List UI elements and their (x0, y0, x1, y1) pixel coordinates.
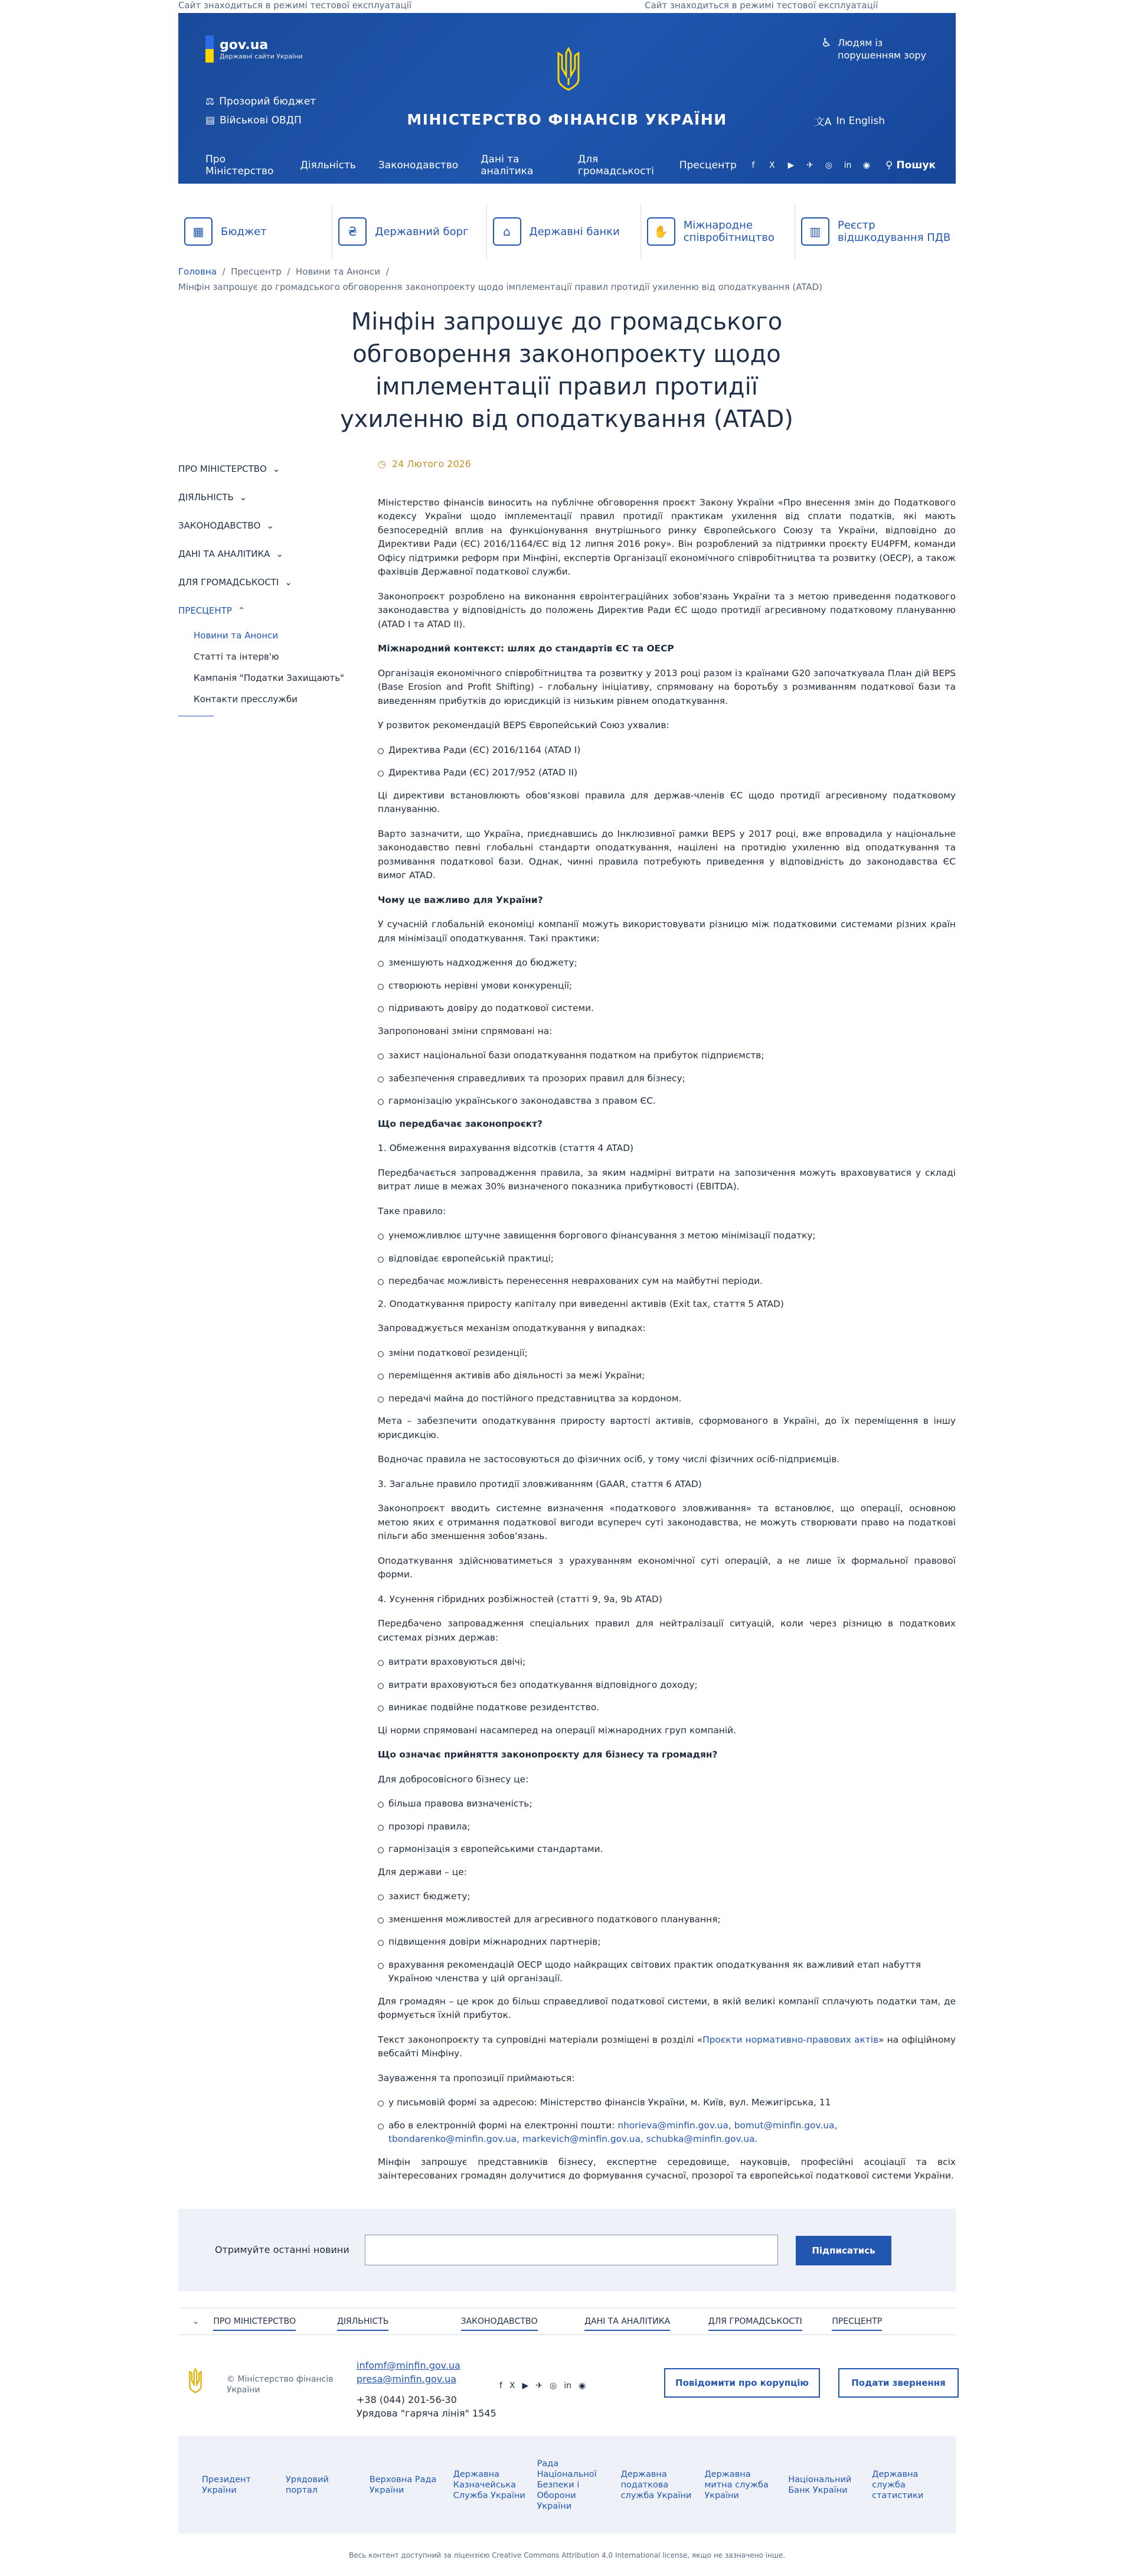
breadcrumb-press[interactable]: Пресцентр (231, 266, 282, 277)
footer-nav (178, 2308, 956, 2335)
paragraph: У розвиток рекомендацій BEPS Європейський Союз ухвалив: (378, 720, 669, 731)
telegram-icon[interactable]: ✈ (535, 2381, 543, 2391)
list-item: Директива Ради (ЄС) 2017/952 (ATAD II) (378, 766, 956, 780)
telegram-icon[interactable]: ✈ (806, 161, 813, 170)
search-button[interactable] (885, 159, 936, 171)
youtube-icon[interactable]: ▶ (787, 161, 795, 170)
list-item: переміщення активів або діяльності за межі України; (378, 1369, 956, 1383)
list-item: захист бюджету; (378, 1890, 956, 1904)
subscribe-section (178, 2209, 956, 2291)
list-item: підривають довіру до податкової системи. (378, 1002, 956, 1016)
x-icon[interactable]: X (769, 161, 775, 170)
paragraph: 2. Оподаткування приросту капіталу при виведенні активів (Exit tax, стаття 5 ATAD) (378, 1298, 784, 1309)
footer-hotline: Урядова "гаряча лінія" 1545 (357, 2408, 496, 2419)
footer-nav-label: ЗАКОНОДАВСТВО (461, 2317, 538, 2331)
paragraph: Для громадян – це крок до більш справедливої податкової системи, в якій великі компанії сплачують податки там, де формується їхній прибуток. (378, 1995, 956, 2020)
article (378, 457, 956, 2239)
main-nav (205, 154, 936, 177)
breadcrumb-news[interactable]: Новини та Анонси (296, 266, 381, 277)
list-item: гармонізацію українського законодавства з правом ЄС. (378, 1094, 956, 1108)
paragraph: Запроваджується механізм оподаткування у випадках: (378, 1323, 646, 1333)
facebook-icon[interactable]: f (751, 161, 755, 170)
list (378, 1797, 956, 1857)
sidebar-item-legislation[interactable] (178, 511, 367, 540)
nav-legislation[interactable]: Законодавство (378, 159, 459, 171)
quick-link-debt[interactable] (332, 204, 486, 259)
breadcrumb-home[interactable]: Головна (178, 266, 217, 277)
list-item: гармонізація з європейськими стандартами. (378, 1843, 956, 1857)
bonds-icon: ▤ (205, 115, 215, 126)
footer-phone: +38 (044) 201-56-30 (357, 2394, 457, 2405)
breadcrumb-current: Мінфін запрошує до громадського обговорення законопроекту щодо імплементації правил протидії ухиленню від оподаткування (ATAD) (178, 282, 823, 292)
paragraph: Для держави – це: (378, 1866, 467, 1877)
facebook-icon[interactable]: f (499, 2381, 502, 2391)
list (378, 2096, 956, 2147)
quick-link-label: Державний борг (375, 225, 469, 238)
list-item: забезпечення справедливих та прозорих правил для бізнесу; (378, 1072, 956, 1086)
nav-press[interactable]: Пресцентр (679, 159, 737, 171)
nav-activity[interactable]: Діяльність (300, 159, 356, 171)
paragraph: Організація економічного співробітництва та розвитку у 2013 році разом із країнами G20 започаткувала План дій BEPS (Base Erosion and Profit Shifting) – глобальну ініціативу, спрямовану на боротьбу з розмиванням податкової бази та виведенням прибутків до юрисдикцій із низьким рівнем оподаткування. (378, 667, 956, 706)
list-item: зменшення можливостей для агресивного податкового планування; (378, 1913, 956, 1927)
chevron-up-icon: ⌃ (237, 605, 246, 616)
instagram-icon[interactable]: ◎ (550, 2381, 557, 2391)
paragraph: Міністерство фінансів виносить на публічне обговорення проєкт Закону України «Про внесення змін до Податкового кодексу України щодо імплементації правил протидії практикам ухилення від сплати податків, які мають безпосередній вплив на функціонування внутрішнього ринку Європейського Союзу та України, відповідно до Директиви Ради (ЄС) 2016/1164/ЄС від 12 липня 2016 року». Він розроблений за підтримки проєкту EU4PFM, команди Офісу підтримки реформ при Мінфіні, експертів Організації економічного співробітництва та розвитку (ОЕСР), а також фахівців Державної податкової служби. (378, 497, 956, 577)
paragraph: Для добросовісного бізнесу це: (378, 1773, 529, 1785)
header-socials (747, 159, 872, 171)
search-icon: ⚲ (885, 159, 893, 171)
sidebar-item-label: ЗАКОНОДАВСТВО (178, 520, 261, 531)
footer-nav-public[interactable] (708, 2317, 832, 2326)
subscribe-email-input[interactable] (365, 2235, 778, 2265)
paragraph: Ці директиви встановлюють обов'язкові правила для держав-членів ЄС щодо протидії агресивному податковому плануванню. (378, 790, 956, 814)
english-link[interactable] (815, 113, 885, 128)
list (378, 1049, 956, 1108)
footer-nav-data[interactable] (584, 2317, 708, 2326)
gov-title: gov.ua (220, 38, 269, 53)
registry-icon: ▥ (801, 217, 829, 246)
partner-link[interactable]: Державна митна служба України (704, 2469, 769, 2500)
quick-links (178, 204, 956, 259)
transparent-budget-label: Прозорий бюджет (219, 96, 316, 107)
footer-nav-label: ПРО МІНІСТЕРСТВО (213, 2317, 296, 2331)
date-label: 24 Лютого 2026 (391, 458, 472, 469)
sidebar-item-about[interactable] (178, 455, 367, 483)
list-item: підвищення довіри міжнародних партнерів; (378, 1935, 956, 1949)
paragraph: Передбачається запровадження правила, за яким надмірні витрати на запозичення можуть враховуватися у складі витрат лише в межах 30% визначеного показника прибутковості (EBITDA). (378, 1167, 956, 1192)
site-header (178, 13, 956, 184)
paragraph: Мета – забезпечити оподаткування приросту вартості активів, сформованого в Україні, до їх переміщення в іншу юрисдикцію. (378, 1416, 956, 1440)
list-item: Директива Ради (ЄС) 2016/1164 (ATAD I) (378, 744, 956, 758)
paragraph: Ці норми спрямовані насамперед на операції міжнародних груп компаній. (378, 1724, 737, 1736)
partner-link[interactable]: Рада Національної Безпеки і Оборони України (537, 2458, 597, 2511)
quick-link-budget[interactable] (178, 204, 332, 259)
x-icon[interactable]: X (509, 2381, 515, 2391)
paragraph: Оподаткування здійснюватиметься з урахуванням економічної суті операцій, а не лише їх формальної правової форми. (378, 1555, 956, 1580)
sidebar (178, 455, 367, 716)
trident-icon (188, 2368, 203, 2394)
partner-link[interactable]: Урядовий портал (285, 2474, 329, 2495)
paragraph: Водночас правила не застосовуються до фізичних осіб, у тому числі фізичних осіб-підприємців. (378, 1454, 840, 1465)
sidebar-item-public[interactable] (178, 568, 367, 596)
sidebar-submenu (178, 625, 367, 710)
list-item (378, 2119, 956, 2147)
paragraph: Варто зазначити, що Україна, приєднавшись до Інклюзивної рамки BEPS у 2017 році, вже впровадила у національне законодавство певні глобальні стандарти оподаткування, націлені на протидію ухиленню від оподаткування та розмивання податкової бази. Однак, чинні правила потребують приведення у відповідність до законодавства ЄС вимог ATAD. (378, 828, 956, 881)
subscribe-button[interactable]: Підписатись (796, 2236, 891, 2265)
list-item: витрати враховуються без оподаткування відповідного доходу; (378, 1678, 956, 1693)
chevron-down-icon: ⌄ (266, 520, 274, 531)
paragraph (378, 2033, 956, 2061)
paragraph: 3. Загальне правило протидії зловживанням (GAAR, стаття 6 ATAD) (378, 1478, 702, 1489)
footer-contacts (357, 2359, 496, 2420)
budget-icon: ▦ (184, 217, 213, 246)
page-title: Мінфін запрошує до громадського обговорення законопроекту щодо імплементації правил протидії ухиленню від оподаткування (ATAD) (340, 308, 793, 433)
list-item: зменшують надходження до бюджету; (378, 956, 956, 970)
nav-data[interactable]: Дані та аналітика (481, 154, 534, 177)
handshake-icon: ✋ (647, 217, 675, 246)
list-item: врахування рекомендацій ОЕСР щодо найкращих світових практик оподаткування як важливий етап набуття Україною членства у цій організації. (378, 1958, 956, 1986)
search-label: Пошук (896, 159, 936, 171)
trident-icon (555, 47, 582, 92)
text-fragment: або в електронній формі на електронні пошти: (388, 2120, 615, 2131)
breadcrumb: Головна / Пресцентр / Новини та Анонси / Мінфін запрошує до громадського обговорення законопроекту щодо імплементації правил протидії ухиленню від оподаткування (ATAD) (178, 266, 823, 292)
list-item: виникає подвійне податкове резидентство. (378, 1701, 956, 1715)
sidebar-item-label: ПРО МІНІСТЕРСТВО (178, 464, 267, 474)
sidebar-sub-articles[interactable]: Статті та інтерв'ю (194, 651, 279, 662)
article-date (378, 457, 956, 471)
chevron-down-icon: ⌄ (285, 577, 292, 588)
sidebar-item-label: ПРЕСЦЕНТР (178, 605, 232, 616)
partner-link[interactable]: Державна Казначейська Служба України (453, 2469, 525, 2500)
list-item: створюють нерівні умови конкуренції; (378, 979, 956, 993)
paragraph: 4. Усунення гібридних розбіжностей (статті 9, 9a, 9b ATAD) (378, 1593, 662, 1605)
footer-nav-press[interactable] (832, 2317, 956, 2326)
footer-socials (499, 2381, 586, 2391)
list-item: у письмовій формі за адресою: Міністерство фінансів України, м. Київ, вул. Межигірська, 11 (378, 2096, 956, 2110)
list (378, 744, 956, 780)
sidebar-sub-news[interactable]: Новини та Анонси (194, 630, 279, 641)
list-item: передбачає можливість перенесення неврахованих сум на майбутні періоди. (378, 1274, 956, 1289)
section-heading: Чому це важливо для України? (378, 894, 543, 905)
sidebar-sub-contacts[interactable]: Контакти пресслужби (194, 694, 298, 705)
footer-nav-label: ПРЕСЦЕНТР (832, 2317, 882, 2331)
viber-icon[interactable]: ◉ (579, 2381, 586, 2391)
list-item: більша правова визначеність; (378, 1797, 956, 1811)
sidebar-item-activity[interactable] (178, 483, 367, 511)
list (378, 1655, 956, 1715)
partner-link[interactable]: Державна податкова служба України (620, 2469, 692, 2500)
chevron-down-icon: ⌄ (272, 464, 280, 474)
ministry-title[interactable]: МІНІСТЕРСТВО ФІНАНСІВ УКРАЇНИ (407, 111, 727, 128)
footer-nav-label: ДІЯЛЬНІСТЬ (337, 2317, 389, 2331)
gov-subtitle: Державні сайти України (220, 53, 303, 60)
text-fragment: » на офіційному вебсайті Мінфіну. (378, 2034, 956, 2059)
section-heading: Що передбачає законопроєкт? (378, 1118, 543, 1129)
list-item: прозорі правила; (378, 1820, 956, 1834)
list (378, 1346, 956, 1406)
list-item: відповідає європейській практиці; (378, 1252, 956, 1266)
paragraph: Мінфін запрошує представників бізнесу, експертне середовище, науковців, професійні асоціації та всіх заінтересованих громадян долучитися до формування сучасної, прозорої та європейської податкової системи України. (378, 2156, 956, 2181)
submit-appeal-button[interactable]: Подати звернення (838, 2368, 959, 2398)
copyright: © Міністерство фінансів України (227, 2375, 334, 2395)
nav-public[interactable]: Для громадськості (577, 154, 655, 177)
quick-link-label: Міжнародне співробітництво (683, 219, 774, 244)
list (378, 1890, 956, 1986)
quick-link-label: Державні банки (529, 225, 620, 238)
text-fragment: Текст законопроєкту та супровідні матеріали розміщені в розділі « (378, 2034, 703, 2045)
footer (178, 2356, 956, 2421)
english-label: In English (836, 115, 885, 127)
nav-about[interactable]: Про Міністерство (205, 154, 274, 177)
transparent-budget-link[interactable] (205, 96, 316, 107)
translate-icon: 文A (814, 116, 832, 128)
list-item: витрати враховуються двічі; (378, 1655, 956, 1669)
list (378, 1229, 956, 1289)
instagram-icon[interactable]: ◎ (825, 161, 833, 170)
footer-nav-activity[interactable] (337, 2317, 461, 2326)
partner-link[interactable]: Верховна Рада України (369, 2474, 437, 2495)
chart-icon: ⚖ (205, 96, 215, 107)
accessibility-icon: ♿ (821, 35, 832, 50)
linkedin-icon[interactable]: in (564, 2381, 572, 2391)
paragraph: Передбачено запровадження спеціальних правил для нейтралізації ситуацій, коли через різницю в податкових системах різних держав: (378, 1618, 956, 1643)
footer-nav-label: ДЛЯ ГРОМАДСЬКОСТІ (708, 2317, 802, 2331)
footer-email-info[interactable]: infomf@minfin.gov.ua (357, 2360, 460, 2371)
paragraph: Законопроєкт вводить системне визначення «податкового зловживання» та встановлює, що операції, основною метою яких є отримання податкової вигоди всупереч суті законодавства, не можуть створювати право на податкові пільги або зменшення зобов'язань. (378, 1503, 956, 1541)
sidebar-item-press[interactable] (178, 596, 367, 625)
sidebar-sub-campaign[interactable]: Кампанія "Податки Захищають" (194, 673, 345, 683)
chevron-down-icon[interactable]: ⌄ (192, 2317, 200, 2326)
footer-nav-label: ДАНІ ТА АНАЛІТИКА (584, 2317, 670, 2331)
quick-link-international[interactable] (641, 204, 795, 259)
footer-nav-about[interactable] (213, 2317, 337, 2326)
report-corruption-button[interactable]: Повідомити про корупцію (664, 2368, 820, 2398)
linkedin-icon[interactable]: in (844, 161, 852, 170)
youtube-icon[interactable]: ▶ (522, 2381, 529, 2391)
sidebar-item-label: ДІЯЛЬНІСТЬ (178, 492, 234, 503)
paragraph: Зауваження та пропозиції приймаються: (378, 2072, 575, 2083)
partner-links (178, 2436, 956, 2533)
list (378, 956, 956, 1016)
partner-link[interactable]: Президент України (202, 2474, 251, 2495)
section-heading: Що означає прийняття законопроєкту для бізнесу та громадян? (378, 1749, 718, 1760)
footer-email-press[interactable]: presa@minfin.gov.ua (357, 2373, 457, 2385)
testing-notice-left: Сайт знаходиться в режимі тестової експлуатації (178, 0, 412, 11)
accessibility-link[interactable] (821, 37, 926, 61)
sidebar-item-data[interactable] (178, 540, 367, 568)
sidebar-item-label: ДЛЯ ГРОМАДСЬКОСТІ (178, 577, 279, 588)
chevron-down-icon: ⌄ (276, 549, 284, 559)
email-links[interactable]: nhorieva@minfin.gov.ua, bomut@minfin.gov.ua, tbondarenko@minfin.gov.ua, markevich@minfin.gov.ua, schubka@minfin.gov.ua. (388, 2120, 838, 2144)
partner-link[interactable]: Державна служба статистики (872, 2469, 924, 2500)
list-item: зміни податкової резиденції; (378, 1346, 956, 1361)
list-item: унеможливлює штучне завищення боргового фінансування з метою мінімізації податку; (378, 1229, 956, 1243)
partner-link[interactable]: Національний Банк України (788, 2474, 852, 2495)
bank-icon: ⌂ (493, 217, 521, 246)
license-note: Весь контент доступний за ліцензією Creative Commons Attribution 4.0 International license, якщо не зазначено інше. (348, 2551, 786, 2559)
testing-notice-right: Сайт знаходиться в режимі тестової експлуатації (645, 0, 878, 11)
clock-icon: ◷ (378, 458, 386, 469)
paragraph: У сучасній глобальній економіці компанії можуть використовувати різницю між податковими системами різних країн для мінімізації оподаткування. Такі практики: (378, 919, 956, 944)
paragraph: Законопроєкт розроблено на виконання євроінтеграційних зобов'язань України та з метою приведення податкового законодавства у відповідність до положень Директив Ради ЄС щодо протидії агресивному податковому плануванню (ATAD I та ATAD II). (378, 591, 956, 630)
flag-icon (205, 35, 214, 63)
section-heading: Міжнародний контекст: шлях до стандартів ЄС та ОЕСР (378, 643, 674, 654)
subscribe-label: Отримуйте останні новини (215, 2244, 349, 2255)
list-item: передачі майна до постійного представництва за кордоном. (378, 1392, 956, 1406)
debt-icon: ₴ (338, 217, 367, 246)
paragraph: Таке правило: (378, 1205, 446, 1217)
gov-ua-logo[interactable] (205, 35, 303, 63)
list-item: захист національної бази оподаткування податком на прибуток підприємств; (378, 1049, 956, 1063)
sidebar-item-label: ДАНІ ТА АНАЛІТИКА (178, 549, 270, 559)
chevron-down-icon: ⌄ (239, 492, 247, 503)
quick-link-banks[interactable] (487, 204, 641, 259)
npa-projects-link[interactable]: Проєкти нормативно-правових актів (702, 2034, 879, 2045)
paragraph: 1. Обмеження вирахування відсотків (стаття 4 ATAD) (378, 1143, 634, 1153)
quick-link-label: Бюджет (221, 225, 267, 238)
footer-nav-legislation[interactable] (461, 2317, 585, 2326)
paragraph: Запропоновані зміни спрямовані на: (378, 1025, 553, 1036)
quick-link-label: Реєстр відшкодування ПДВ (838, 219, 951, 244)
accessibility-label: Людям із порушенням зору (838, 37, 926, 61)
quick-link-vat-registry[interactable] (795, 204, 956, 259)
viber-icon[interactable]: ◉ (862, 161, 871, 170)
military-bonds-label: Військові ОВДП (220, 115, 302, 126)
